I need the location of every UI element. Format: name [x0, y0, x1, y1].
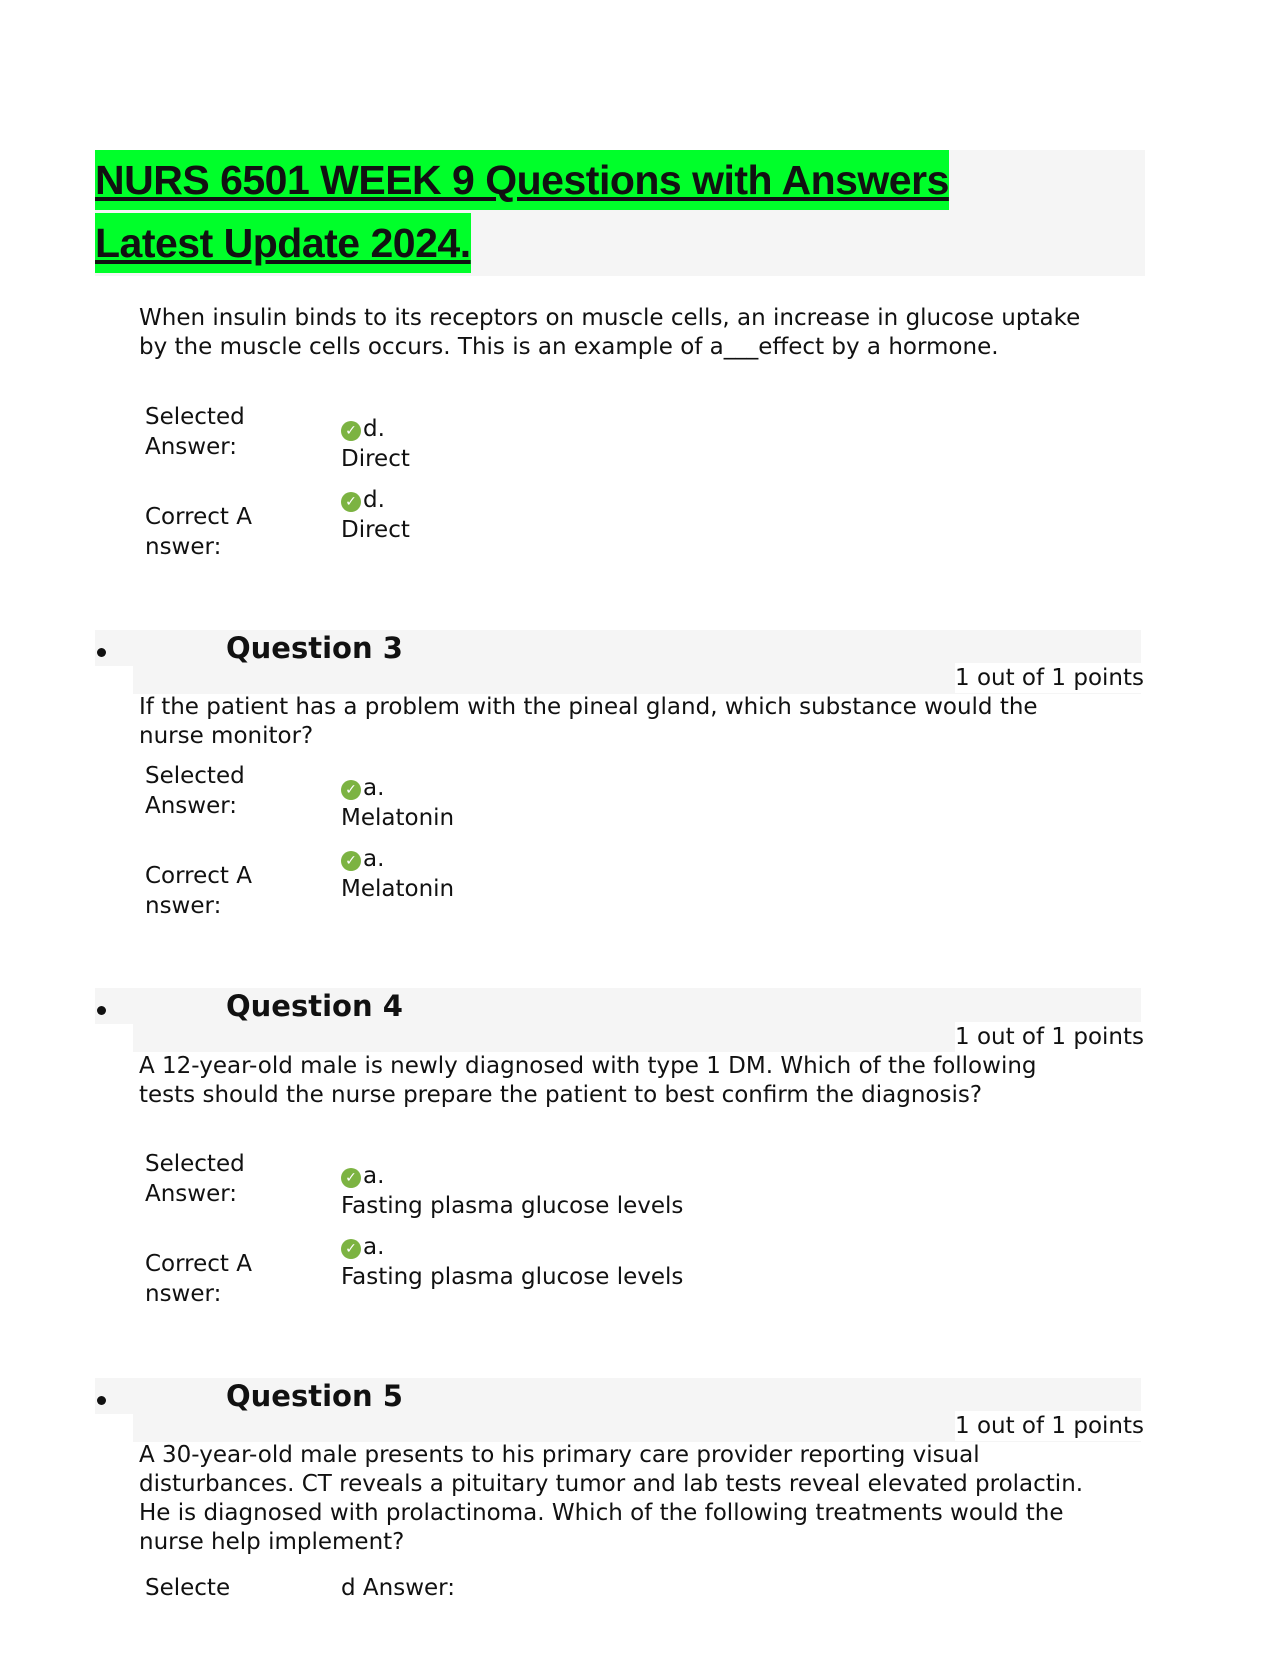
question-points: 1 out of 1 points [955, 1024, 1144, 1050]
list-bullet [97, 648, 106, 657]
list-bullet [97, 1006, 106, 1015]
selected-answer-text: Melatonin [341, 805, 455, 831]
correct-answer-label: Correct Answer: [145, 863, 252, 919]
question-title: Question 3 [226, 631, 403, 665]
correct-answer [341, 844, 454, 904]
check-circle-icon: ✓ [341, 1239, 361, 1259]
question-points: 1 out of 1 points [955, 1413, 1144, 1439]
selected-answer-label: Selected Answer: [145, 1151, 245, 1207]
selected-answer-letter: a. [363, 775, 385, 801]
correct-answer [341, 1232, 683, 1292]
correct-answer-label: Correct Answer: [145, 1251, 252, 1307]
check-circle-icon: ✓ [341, 421, 361, 441]
selected-answer [341, 773, 454, 833]
correct-answer-text: Melatonin [341, 876, 455, 902]
correct-answer [341, 485, 410, 545]
correct-answer-letter: a. [363, 846, 385, 872]
selected-answer-letter: d. [363, 416, 385, 442]
selected-answer [341, 414, 410, 474]
question-text: A 12-year-old male is newly diagnosed with type 1 DM. Which of the following tests should the nurse prepare the patient to best confirm the diagnosis? [139, 1053, 1037, 1108]
selected-answer-letter: a. [363, 1163, 385, 1189]
correct-answer-label: Correct Answer: [145, 504, 252, 560]
selected-answer [341, 1161, 683, 1221]
question-title: Question 4 [226, 989, 403, 1023]
question-text: A 30-year-old male presents to his primary care provider reporting visual disturbances. CT reveals a pituitary tumor and lab tests reveal elevated prolactin. He is diagnosed with prolactinoma. Which of the following treatments would the nurse help implement? [139, 1442, 1084, 1555]
selected-answer-text: Fasting plasma glucose levels [341, 1193, 684, 1219]
selected-answer-label-continued: d Answer: [341, 1575, 455, 1601]
question-text: When insulin binds to its receptors on muscle cells, an increase in glucose uptake by the muscle cells occurs. This is an example of a___effect by a hormone. [139, 305, 1081, 360]
document-title-line-2: Latest Update 2024. [95, 213, 471, 273]
correct-answer-text: Fasting plasma glucose levels [341, 1264, 684, 1290]
correct-answer-letter: a. [363, 1234, 385, 1260]
document-title-line-1: NURS 6501 WEEK 9 Questions with Answers [95, 150, 949, 210]
check-circle-icon: ✓ [341, 492, 361, 512]
check-circle-icon: ✓ [341, 1168, 361, 1188]
question-title: Question 5 [226, 1379, 403, 1413]
list-bullet [97, 1396, 106, 1405]
check-circle-icon: ✓ [341, 780, 361, 800]
check-circle-icon: ✓ [341, 851, 361, 871]
selected-answer-label: Selecte [145, 1575, 231, 1601]
question-points: 1 out of 1 points [955, 665, 1144, 691]
selected-answer-text: Direct [341, 446, 410, 472]
selected-answer-label: Selected Answer: [145, 763, 245, 819]
correct-answer-text: Direct [341, 517, 410, 543]
selected-answer-label: Selected Answer: [145, 404, 245, 460]
correct-answer-letter: d. [363, 487, 385, 513]
question-text: If the patient has a problem with the pineal gland, which substance would the nurse monitor? [139, 694, 1038, 749]
